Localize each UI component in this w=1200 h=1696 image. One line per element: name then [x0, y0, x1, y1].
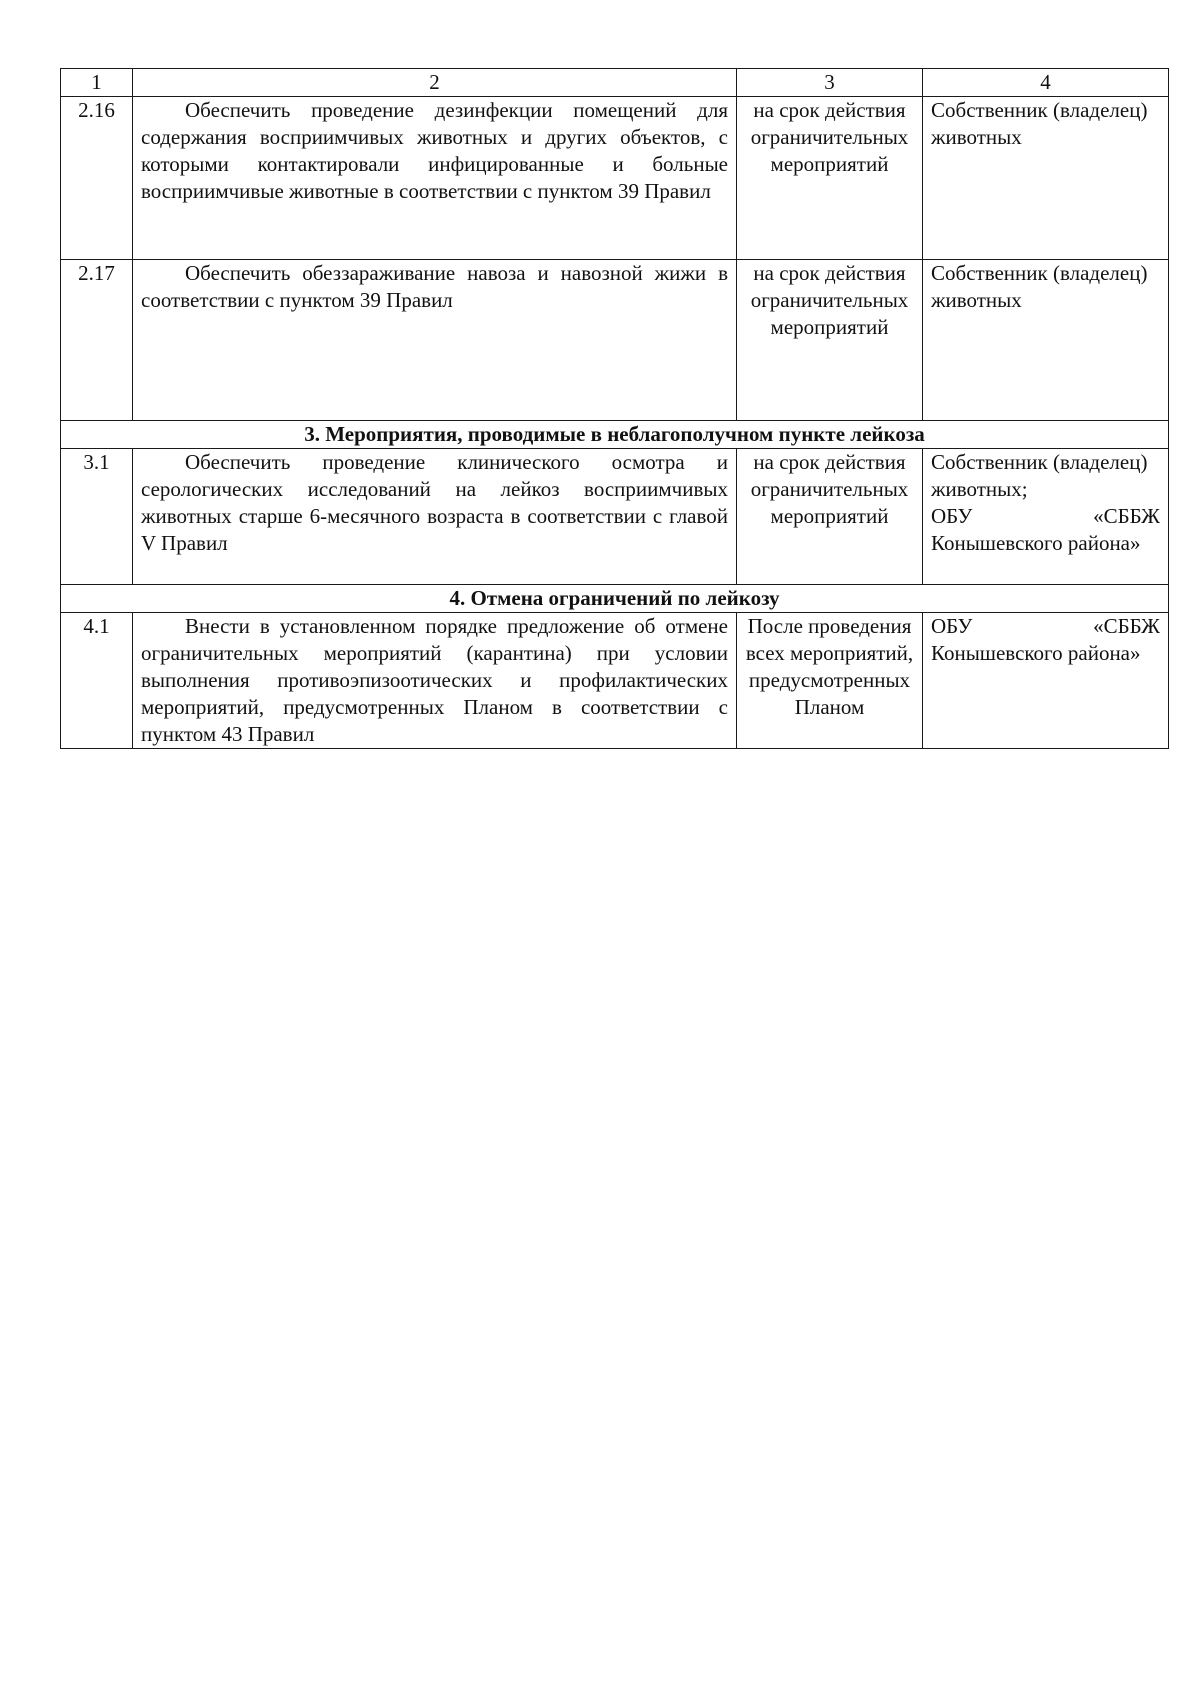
table-row — [61, 613, 1169, 749]
column-number-row — [61, 69, 1169, 97]
item-description — [133, 97, 737, 260]
column-number: 1 — [61, 69, 133, 97]
item-responsible: Собственник (владелец) животных — [923, 260, 1169, 421]
responsible-org-type: ОБУ — [931, 504, 973, 528]
item-responsible: Собственник (владелец) животных — [923, 97, 1169, 260]
section-heading-row — [61, 585, 1169, 613]
item-term: После проведения всех мероприятий, предусмотренных Планом — [737, 613, 923, 749]
responsible-org-type: ОБУ — [931, 614, 973, 638]
table-row — [61, 97, 1169, 260]
responsible-org-district: Конышевского района» — [931, 531, 1141, 555]
responsible-org-name: «СББЖ — [1093, 504, 1160, 528]
table-row — [61, 260, 1169, 421]
responsible-org-line — [931, 613, 1160, 640]
item-description-text: Обеспечить обеззараживание навоза и навозной жижи в соответствии с пунктом 39 Правил — [141, 261, 728, 312]
measures-table — [60, 68, 1169, 749]
item-term: на срок действия ограничительных мероприятий — [737, 97, 923, 260]
item-description — [133, 613, 737, 749]
item-description-text: Внести в установленном порядке предложение об отмене ограничительных мероприятий (карантина) при условии выполнения противоэпизоотических и профилактических мероприятий, предусмотренных Планом в соответствии с пунктом 43 Правил — [141, 614, 728, 746]
item-number: 2.16 — [61, 97, 133, 260]
item-number: 2.17 — [61, 260, 133, 421]
item-term: на срок действия ограничительных мероприятий — [737, 449, 923, 585]
responsible-org-line — [931, 503, 1160, 530]
item-number: 4.1 — [61, 613, 133, 749]
item-number: 3.1 — [61, 449, 133, 585]
item-description — [133, 449, 737, 585]
item-description — [133, 260, 737, 421]
responsible-org-name: «СББЖ — [1093, 614, 1160, 638]
table-row — [61, 449, 1169, 585]
column-number: 4 — [923, 69, 1169, 97]
item-description-text: Обеспечить проведение клинического осмотра и серологических исследований на лейкоз восприимчивых животных старше 6-месячного возраста в соответствии с главой V Правил — [141, 450, 728, 555]
section-heading: 4. Отмена ограничений по лейкозу — [61, 585, 1169, 613]
item-description-text: Обеспечить проведение дезинфекции помещений для содержания восприимчивых животных и других объектов, с которыми контактировали инфицированные и больные восприимчивые животные в соответствии с пунктом 39 Правил — [141, 98, 728, 203]
section-heading: 3. Мероприятия, проводимые в неблагополучном пункте лейкоза — [61, 421, 1169, 449]
item-term: на срок действия ограничительных мероприятий — [737, 260, 923, 421]
column-number: 3 — [737, 69, 923, 97]
item-responsible — [923, 449, 1169, 585]
item-responsible — [923, 613, 1169, 749]
responsible-org-district: Конышевского района» — [931, 641, 1141, 665]
column-number: 2 — [133, 69, 737, 97]
responsible-owner: Собственник (владелец) животных; — [931, 450, 1148, 501]
section-heading-row — [61, 421, 1169, 449]
